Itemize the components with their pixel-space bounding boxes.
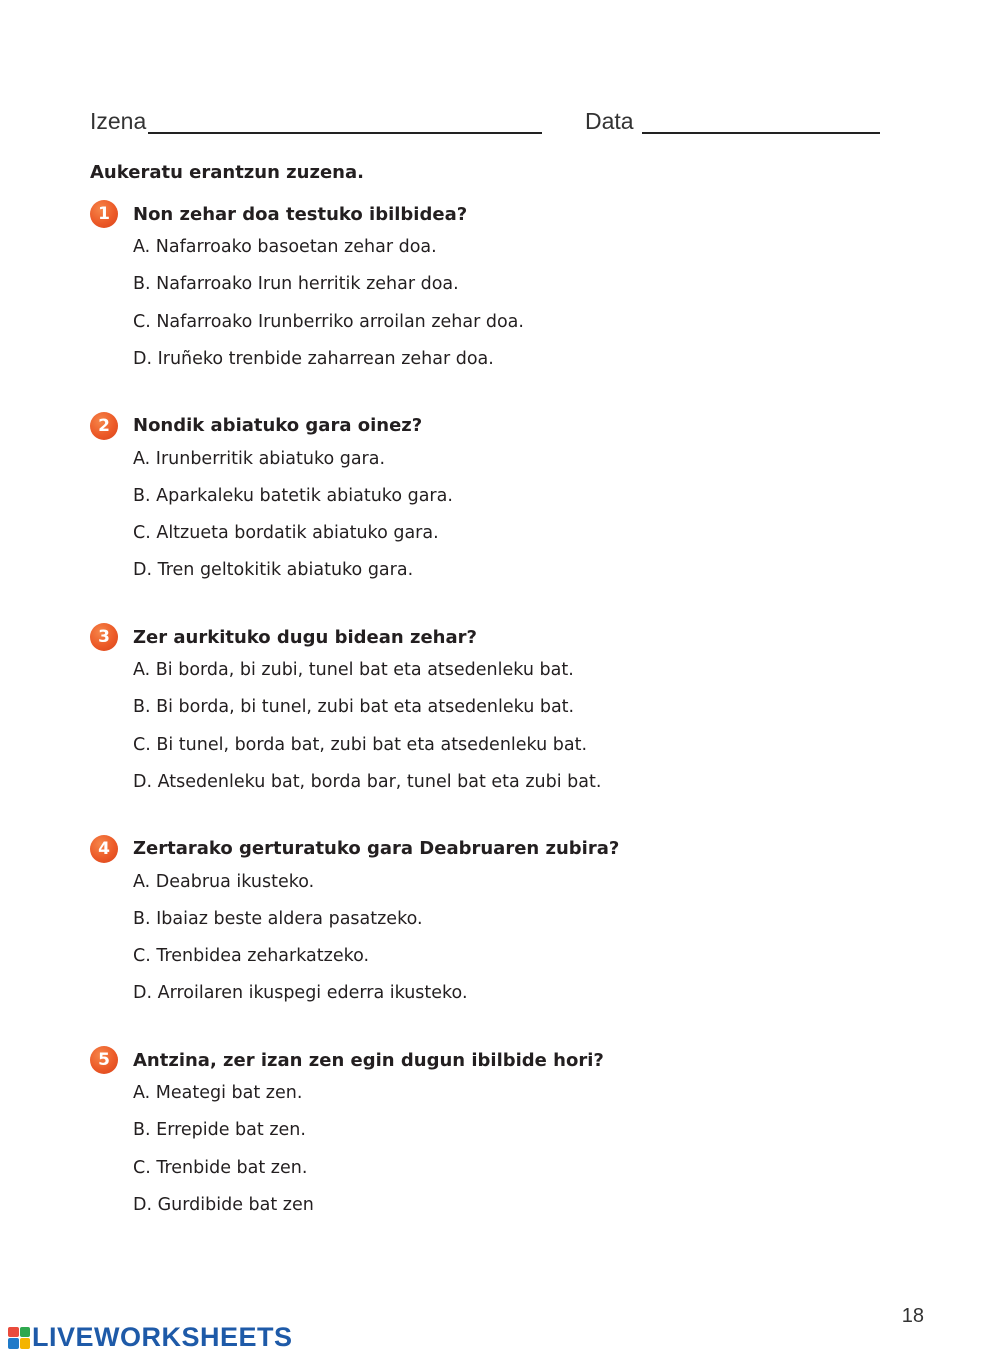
option-d[interactable]: D. Atsedenleku bat, borda bar, tunel bat eta zubi bat. bbox=[133, 771, 602, 792]
name-label: Izena bbox=[90, 108, 147, 134]
option-a[interactable]: A. Bi borda, bi zubi, tunel bat eta atsedenleku bat. bbox=[133, 660, 574, 680]
option-a[interactable]: A. Nafarroako basoetan zehar doa. bbox=[133, 237, 437, 257]
name-field[interactable] bbox=[90, 108, 542, 135]
question-number-badge: 5 bbox=[90, 1046, 118, 1074]
option-b[interactable]: B. Aparkaleku batetik abiatuko gara. bbox=[133, 485, 453, 506]
question-number-badge: 1 bbox=[90, 200, 118, 228]
question-number-badge: 4 bbox=[90, 835, 118, 863]
option-list bbox=[133, 448, 950, 597]
option-b[interactable]: B. Ibaiaz beste aldera pasatzeko. bbox=[133, 908, 423, 929]
option-b[interactable]: B. Errepide bat zen. bbox=[133, 1120, 306, 1141]
liveworksheets-icon bbox=[8, 1327, 30, 1349]
date-field[interactable] bbox=[585, 108, 880, 135]
question-number-badge: 3 bbox=[90, 623, 118, 651]
option-a[interactable]: A. Meategi bat zen. bbox=[133, 1083, 303, 1103]
question-3 bbox=[90, 623, 950, 835]
question-text: Non zehar doa testuko ibilbidea? bbox=[133, 203, 468, 225]
option-list bbox=[133, 236, 950, 385]
option-d[interactable]: D. Tren geltokitik abiatuko gara. bbox=[133, 560, 414, 581]
option-c[interactable]: C. Nafarroako Irunberriko arroilan zehar doa. bbox=[133, 311, 524, 332]
liveworksheets-logo[interactable] bbox=[8, 1322, 293, 1353]
page-number: 18 bbox=[901, 1305, 924, 1327]
question-header bbox=[90, 1046, 950, 1074]
question-header bbox=[90, 412, 950, 440]
option-c[interactable]: C. Trenbide bat zen. bbox=[133, 1157, 308, 1178]
option-list bbox=[133, 659, 950, 808]
date-input-line[interactable] bbox=[642, 132, 880, 134]
option-d[interactable]: D. Arroilaren ikuspegi ederra ikusteko. bbox=[133, 983, 468, 1004]
question-text: Zer aurkituko dugu bidean zehar? bbox=[133, 626, 477, 648]
option-c[interactable]: C. Altzueta bordatik abiatuko gara. bbox=[133, 523, 439, 544]
question-text: Nondik abiatuko gara oinez? bbox=[133, 415, 423, 436]
option-a[interactable]: A. Irunberritik abiatuko gara. bbox=[133, 448, 386, 469]
date-label: Data bbox=[585, 108, 634, 134]
option-a[interactable]: A. Deabrua ikusteko. bbox=[133, 871, 315, 892]
option-d[interactable]: D. Gurdibide bat zen bbox=[133, 1194, 314, 1215]
option-list bbox=[133, 1082, 950, 1231]
option-c[interactable]: C. Trenbidea zeharkatzeko. bbox=[133, 946, 370, 967]
option-list bbox=[133, 871, 950, 1020]
instruction-text: Aukeratu erantzun zuzena. bbox=[90, 162, 364, 183]
question-text: Zertarako gerturatuko gara Deabruaren zubira? bbox=[133, 838, 620, 859]
question-header bbox=[90, 835, 950, 863]
brand-text: LIVEWORKSHEETS bbox=[32, 1322, 293, 1352]
option-d[interactable]: D. Iruñeko trenbide zaharrean zehar doa. bbox=[133, 348, 494, 369]
question-5 bbox=[90, 1046, 950, 1258]
question-list bbox=[90, 200, 950, 1258]
question-header bbox=[90, 623, 950, 651]
option-c[interactable]: C. Bi tunel, borda bat, zubi bat eta atsedenleku bat. bbox=[133, 734, 588, 755]
question-header bbox=[90, 200, 950, 228]
question-1 bbox=[90, 200, 950, 412]
name-input-line[interactable] bbox=[148, 132, 542, 134]
option-b[interactable]: B. Nafarroako Irun herritik zehar doa. bbox=[133, 274, 459, 295]
question-2 bbox=[90, 412, 950, 624]
option-b[interactable]: B. Bi borda, bi tunel, zubi bat eta atsedenleku bat. bbox=[133, 697, 575, 718]
question-4 bbox=[90, 835, 950, 1047]
question-text: Antzina, zer izan zen egin dugun ibilbide hori? bbox=[133, 1049, 604, 1071]
question-number-badge: 2 bbox=[90, 412, 118, 440]
